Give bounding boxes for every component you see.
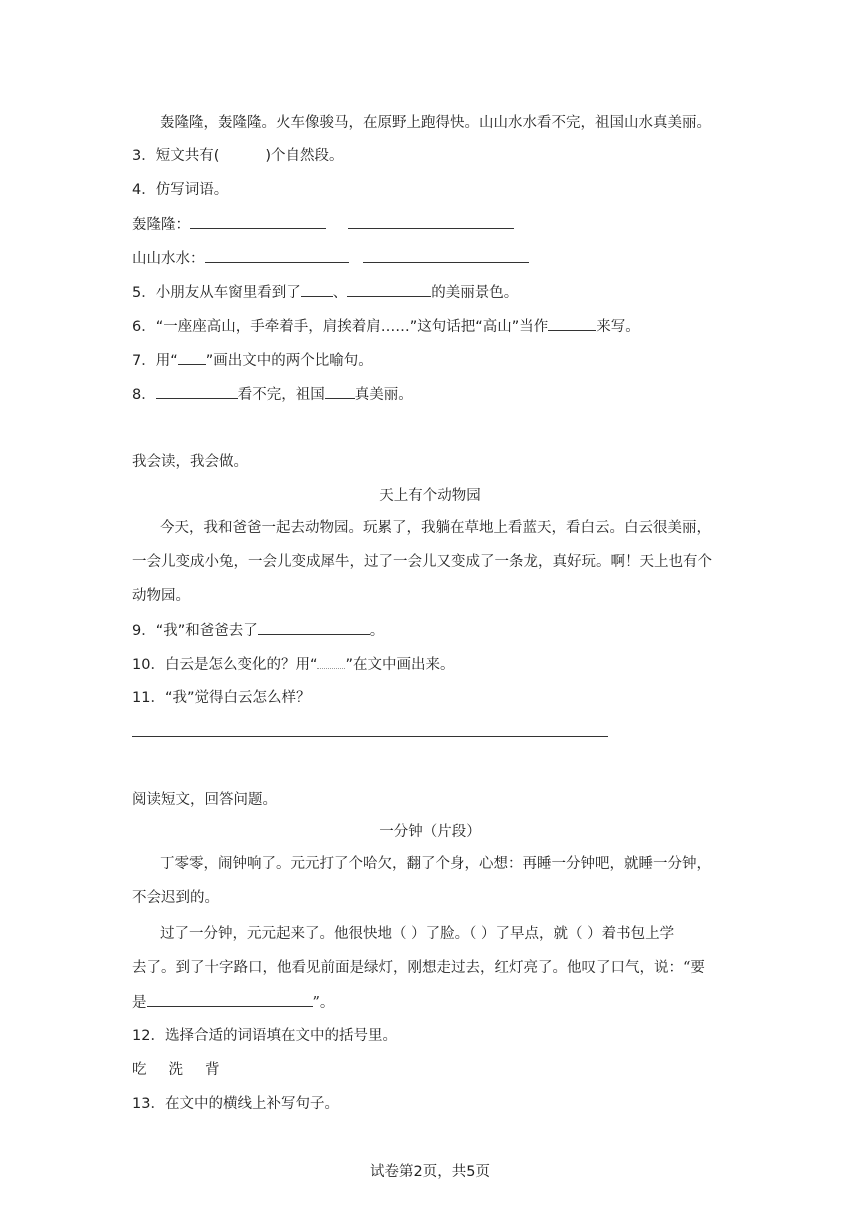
q12-word-1: 吃: [132, 1062, 147, 1078]
q10-wavy-sample: [317, 654, 345, 669]
section3-title: 一分钟（片段）: [379, 824, 481, 840]
page-footer: 试卷第2页，共5页: [370, 1164, 490, 1180]
q3-text-a: 3．短文共有(: [132, 148, 220, 164]
q5-text-b: 、: [332, 285, 348, 301]
q10-text-b: ”在文中画出来。: [345, 657, 455, 673]
q8-text-c: 真美丽。: [354, 387, 413, 403]
question-12: 12．选择合适的词语填在文中的括号里。: [132, 1028, 397, 1044]
q7-text-b: ”画出文中的两个比喻句。: [205, 353, 373, 369]
q4-row-1: [132, 214, 514, 235]
section2-para-line-3: 动物园。: [132, 588, 190, 604]
section3-sentence-blank[interactable]: [147, 992, 313, 1007]
q4-row2-blank-1[interactable]: [205, 248, 349, 263]
q5-text-c: 的美丽景色。: [431, 285, 519, 301]
q5-blank-1[interactable]: [301, 282, 333, 297]
question-4: 4．仿写词语。: [132, 182, 229, 198]
q8-text-b: 看不完，祖国: [237, 387, 325, 403]
q9-text-b: 。: [369, 623, 385, 639]
q5-blank-2[interactable]: [347, 282, 431, 297]
question-9: [132, 620, 384, 641]
q5-text-a: 5．小朋友从车窗里看到了: [132, 285, 301, 301]
section2-heading: 我会读，我会做。: [132, 454, 248, 470]
q9-blank[interactable]: [258, 620, 370, 635]
q8-blank-1[interactable]: [156, 384, 238, 399]
section3-p2-line3-a: 是: [132, 995, 147, 1011]
q4-row1-label: 轰隆隆：: [132, 217, 190, 233]
q7-underline-sample: [178, 350, 206, 365]
q8-text-a: 8．: [132, 387, 156, 403]
q4-row2-blank-2[interactable]: [363, 248, 529, 263]
q10-text-a: 10．白云是怎么变化的？用“: [132, 657, 318, 673]
section3-heading: 阅读短文，回答问题。: [132, 792, 277, 808]
q9-text-a: 9．“我”和爸爸去了: [132, 623, 258, 639]
question-10: [132, 654, 454, 675]
q11-answer-line[interactable]: [132, 736, 608, 737]
q4-row-2: [132, 248, 529, 269]
question-7: [132, 350, 373, 371]
section3-p1-line-2: 不会迟到的。: [132, 890, 219, 906]
question-13: 13．在文中的横线上补写句子。: [132, 1096, 339, 1112]
question-11: 11．“我”觉得白云怎么样？: [132, 690, 311, 706]
q12-word-3: 背: [205, 1062, 220, 1078]
q12-word-options: [132, 1060, 220, 1080]
q4-row1-blank-1[interactable]: [190, 214, 326, 229]
q4-row1-blank-2[interactable]: [348, 214, 514, 229]
section2-para-line-2: 一会儿变成小兔，一会儿变成犀牛，过了一会儿又变成了一条龙，真好玩。啊！天上也有个: [132, 554, 712, 570]
q3-text-b: )个自然段。: [265, 148, 344, 164]
q4-row2-label: 山山水水：: [132, 251, 205, 267]
section2-title: 天上有个动物园: [379, 488, 481, 504]
question-3: [132, 146, 344, 166]
q6-text-b: 来写。: [596, 319, 640, 335]
q8-blank-2[interactable]: [325, 384, 355, 399]
q6-blank[interactable]: [548, 316, 596, 331]
question-5: [132, 282, 518, 303]
section3-p2-line-1: 过了一分钟，元元起来了。他很快地（ ）了脸。（ ）了早点，就（ ）着书包上学: [160, 926, 675, 942]
q6-text-a: 6．“一座座高山，手牵着手，肩挨着肩……”这句话把“高山”当作: [132, 319, 549, 335]
question-6: [132, 316, 640, 337]
q12-word-2: 洗: [168, 1062, 183, 1078]
section3-p2-line-3: [132, 992, 334, 1013]
question-8: [132, 384, 413, 405]
section3-p1-line-1: 丁零零，闹钟响了。元元打了个哈欠，翻了个身，心想：再睡一分钟吧，就睡一分钟，: [160, 856, 711, 872]
q7-text-a: 7．用“: [132, 353, 178, 369]
section3-p2-line3-b: ”。: [312, 995, 335, 1011]
section2-para-line-1: 今天，我和爸爸一起去动物园。玩累了，我躺在草地上看蓝天，看白云。白云很美丽，: [160, 520, 711, 536]
passage1-tail: 轰隆隆，轰隆隆。火车像骏马，在原野上跑得快。山山水水看不完，祖国山水真美丽。: [160, 115, 711, 131]
section3-p2-line-2: 去了。到了十字路口，他看见前面是绿灯，刚想走过去，红灯亮了。他叹了口气，说：“要: [132, 960, 705, 976]
